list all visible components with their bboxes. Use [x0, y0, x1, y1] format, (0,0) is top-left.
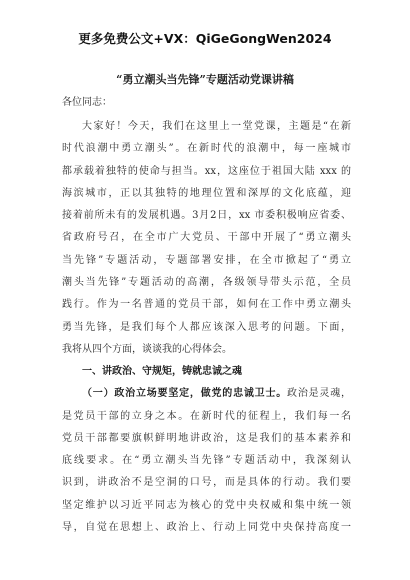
paragraph-line: 都承载着独特的使命与担当。xx，这座位于祖国大陆 xxx 的	[62, 165, 351, 177]
paragraph-line: 勇当先锋，是我们每个人都应该深入思考的问题。下面，	[62, 321, 351, 333]
subsection-heading: （一）政治立场要坚定，做党的忠诚卫士。	[82, 388, 288, 400]
watermark-header: 更多免费公文+VX：QiGeGongWen2024	[78, 31, 332, 46]
section-1	[62, 361, 351, 539]
paragraph-line: 是党员干部的立身之本。在新时代的征程上，我们每一名	[62, 410, 351, 422]
paragraph-line: 坚定维护以习近平同志为核心的党中央权威和集中统一领	[62, 499, 351, 511]
paragraph-line: 省政府号召，在全市广大党员、干部中开展了“勇立潮头	[62, 232, 351, 244]
paragraph-line: 潮头当先锋”专题活动的高潮，各级领导带头示范，全员	[62, 277, 351, 289]
intro-paragraph	[62, 116, 351, 361]
paragraph-line: 我将从四个方面，谈谈我的心得体会。	[62, 343, 232, 355]
subsection-first-text: 政治是灵魂，	[287, 388, 352, 400]
paragraph-line: 接着前所未有的发展机遇。3月2日，xx 市委积极响应省委、	[62, 210, 351, 222]
paragraph-line: 导，自觉在思想上、政治上、行动上同党中央保持高度一	[62, 522, 351, 534]
paragraph-line: 海滨城市，正以其独特的地理位置和深厚的文化底蕴，迎	[62, 187, 351, 199]
paragraph-line: 践行。作为一名普通的党员干部，如何在工作中勇立潮头	[62, 299, 351, 311]
paragraph-line: 当先锋”专题活动，专题部署安排，在全市掀起了“勇立	[62, 254, 351, 266]
subsection-first-line	[62, 383, 351, 405]
salutation: 各位同志：	[62, 97, 112, 108]
paragraph-line: 党员干部都要旗帜鲜明地讲政治，这是我们的基本素养和	[62, 432, 351, 444]
paragraph-line: 时代浪潮中勇立潮头”。在新时代的浪潮中，每一座城市	[62, 143, 351, 155]
paragraph-line: 识到，讲政治不是空洞的口号，而是具体的行动。我们要	[62, 477, 351, 489]
paragraph-line: 底线要求。在“勇立潮头当先锋”专题活动中，我深刻认	[62, 455, 351, 467]
section-heading: 一、讲政治、守规矩，铸就忠诚之魂	[82, 366, 242, 377]
page-title: “勇立潮头当先锋”专题活动党课讲稿	[116, 73, 294, 86]
paragraph-line: 大家好！今天，我们在这里上一堂党课，主题是“在新	[82, 121, 351, 132]
